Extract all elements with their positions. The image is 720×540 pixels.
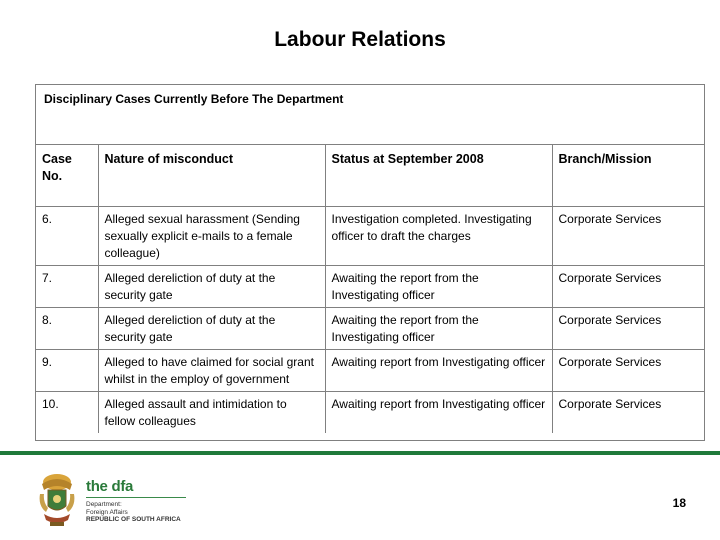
dfa-logo [86,478,196,524]
branch-cell: Corporate Services [558,396,662,411]
status-cell: Awaiting the report from the Investigating officer [325,265,552,307]
table-row [36,391,704,433]
cases-table-frame [35,84,705,441]
case-number-cell: 6. [36,206,98,265]
branch-cell: Corporate Services [552,265,704,307]
status-cell: Investigation completed. Investigating officer to draft the charges [325,206,552,265]
case-number-cell: 8. [36,307,98,349]
logo-department-label: Department: [86,501,122,508]
logo-country: REPUBLIC OF SOUTH AFRICA [86,516,181,523]
case-number-cell: 7. [36,265,98,307]
column-header-nature: Nature of misconduct [98,145,325,206]
branch-cell: Corporate Services [552,349,704,391]
column-header-case: Case No. [36,145,98,206]
branch-cell: Corporate Services [552,307,704,349]
nature-cell: Alleged dereliction of duty at the security gate [98,307,325,349]
logo-divider [86,497,186,498]
nature-cell: Alleged to have claimed for social grant whilst in the employ of government [98,349,325,391]
cases-table [36,145,704,433]
coat-of-arms-icon [36,472,78,530]
column-header-status: Status at September 2008 [325,145,552,206]
status-cell: Awaiting report from Investigating officer [325,349,552,391]
slide-title: Labour Relations [274,28,446,51]
page-number: 18 [672,496,686,510]
nature-cell: Alleged assault and intimidation to fellow colleagues [98,391,325,433]
logo-department-name: Foreign Affairs [86,508,128,516]
footer-divider [0,451,720,455]
table-caption: Disciplinary Cases Currently Before The Department [36,85,704,145]
case-number-cell: 9. [36,349,98,391]
branch-cell: Corporate Services [552,206,704,265]
case-number-cell: 10. [36,391,98,433]
nature-cell: Alleged dereliction of duty at the security gate [98,265,325,307]
table-header-row [36,145,704,206]
status-cell: Awaiting report from Investigating officer [325,391,552,433]
nature-cell: Alleged sexual harassment (Sending sexually explicit e-mails to a female colleague) [98,206,325,265]
table-row [36,307,704,349]
table-row [36,349,704,391]
table-row [36,206,704,265]
table-row [36,265,704,307]
status-cell: Awaiting the report from the Investigating officer [325,307,552,349]
logo-brand: the dfa [86,478,134,495]
column-header-branch: Branch/Mission [552,145,704,206]
